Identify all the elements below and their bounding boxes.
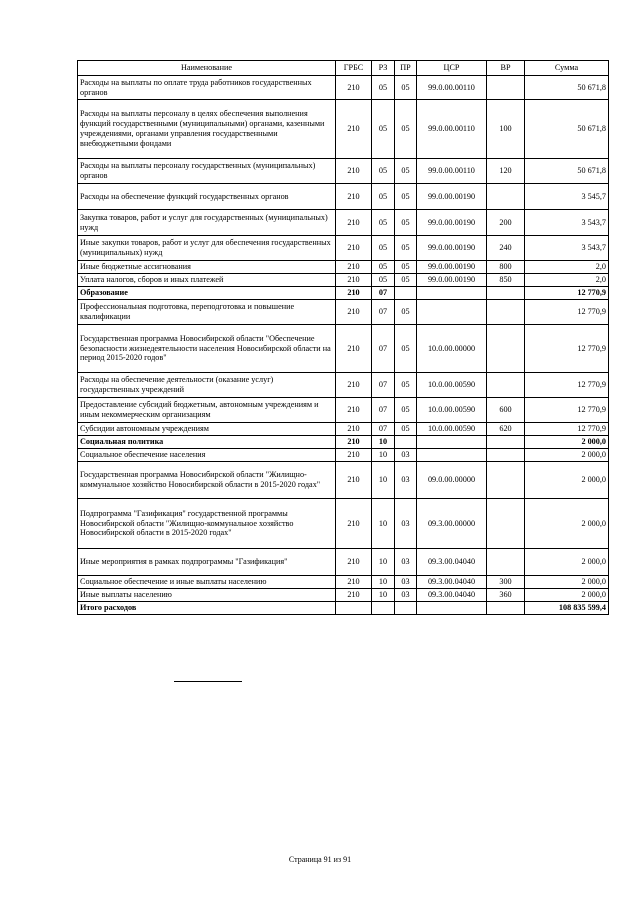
cell-vr [487, 300, 525, 325]
cell-vr [487, 287, 525, 300]
cell-rz: 10 [372, 462, 395, 499]
cell-csr: 99.0.00.00190 [417, 274, 487, 287]
table-row [78, 499, 609, 549]
cell-vr: 200 [487, 210, 525, 236]
cell-rz: 07 [372, 398, 395, 423]
cell-vr [487, 499, 525, 549]
header-name: Наименование [78, 61, 336, 76]
cell-pr: 03 [395, 549, 417, 576]
header-csr: ЦСР [417, 61, 487, 76]
cell-grbs: 210 [336, 499, 372, 549]
cell-name: Расходы на обеспечение деятельности (оказание услуг) государственных учреждений [78, 373, 336, 398]
cell-rz: 07 [372, 373, 395, 398]
cell-csr: 09.3.00.04040 [417, 576, 487, 589]
table-row [78, 210, 609, 236]
cell-pr: 05 [395, 398, 417, 423]
table-section-row [78, 436, 609, 449]
table-row [78, 300, 609, 325]
cell-grbs: 210 [336, 159, 372, 184]
cell-pr: 05 [395, 184, 417, 210]
cell-rz: 10 [372, 449, 395, 462]
cell-grbs: 210 [336, 210, 372, 236]
cell-name: Субсидии автономным учреждениям [78, 423, 336, 436]
table-row [78, 576, 609, 589]
cell-pr: 05 [395, 325, 417, 373]
cell-name: Подпрограмма "Газификация" государственной программы Новосибирской области "Жилищно-коммунальное хозяйство Новосибирской области в 2015-2020 годах" [78, 499, 336, 549]
cell-vr: 300 [487, 576, 525, 589]
table-row [78, 236, 609, 261]
cell-vr: 120 [487, 159, 525, 184]
cell-vr [487, 373, 525, 398]
header-rz: РЗ [372, 61, 395, 76]
cell-csr: 09.3.00.04040 [417, 549, 487, 576]
cell-name: Расходы на обеспечение функций государственных органов [78, 184, 336, 210]
table-section-row [78, 287, 609, 300]
cell-grbs: 210 [336, 589, 372, 602]
cell-sum: 108 835 599,4 [525, 602, 609, 615]
cell-rz: 05 [372, 100, 395, 159]
cell-name: Государственная программа Новосибирской области "Жилищно-коммунальное хозяйство Новосибирской области в 2015-2020 годах" [78, 462, 336, 499]
cell-rz: 05 [372, 236, 395, 261]
cell-rz: 10 [372, 589, 395, 602]
cell-vr [487, 449, 525, 462]
cell-vr [487, 76, 525, 100]
cell-sum: 50 671,8 [525, 100, 609, 159]
cell-pr: 03 [395, 449, 417, 462]
cell-vr [487, 325, 525, 373]
table-row [78, 261, 609, 274]
cell-name: Итого расходов [78, 602, 336, 615]
table-row [78, 462, 609, 499]
cell-pr: 05 [395, 373, 417, 398]
cell-sum: 2 000,0 [525, 549, 609, 576]
cell-grbs: 210 [336, 325, 372, 373]
cell-csr [417, 300, 487, 325]
cell-csr [417, 602, 487, 615]
cell-name: Предоставление субсидий бюджетным, автономным учреждениям и иным некоммерческим организациям [78, 398, 336, 423]
cell-grbs: 210 [336, 300, 372, 325]
cell-pr: 03 [395, 589, 417, 602]
cell-rz: 05 [372, 76, 395, 100]
cell-csr: 09.3.00.00000 [417, 499, 487, 549]
cell-csr: 99.0.00.00110 [417, 76, 487, 100]
cell-name: Иные мероприятия в рамках подпрограммы "Газификация" [78, 549, 336, 576]
cell-csr: 99.0.00.00190 [417, 236, 487, 261]
cell-name: Профессиональная подготовка, переподготовка и повышение квалификации [78, 300, 336, 325]
cell-name: Расходы на выплаты по оплате труда работников государственных органов [78, 76, 336, 100]
cell-sum: 12 770,9 [525, 325, 609, 373]
cell-sum: 2,0 [525, 261, 609, 274]
cell-grbs: 210 [336, 236, 372, 261]
cell-pr: 05 [395, 100, 417, 159]
table-row [78, 589, 609, 602]
cell-pr: 05 [395, 274, 417, 287]
cell-pr: 05 [395, 76, 417, 100]
cell-name: Социальная политика [78, 436, 336, 449]
header-grbs: ГРБС [336, 61, 372, 76]
cell-sum: 2 000,0 [525, 449, 609, 462]
cell-rz: 07 [372, 287, 395, 300]
cell-sum: 3 543,7 [525, 210, 609, 236]
header-sum: Сумма [525, 61, 609, 76]
cell-rz: 05 [372, 261, 395, 274]
cell-grbs: 210 [336, 373, 372, 398]
cell-vr: 360 [487, 589, 525, 602]
cell-vr [487, 602, 525, 615]
cell-grbs [336, 602, 372, 615]
cell-rz: 05 [372, 274, 395, 287]
cell-pr: 05 [395, 159, 417, 184]
cell-grbs: 210 [336, 184, 372, 210]
cell-csr: 99.0.00.00190 [417, 210, 487, 236]
cell-pr [395, 602, 417, 615]
cell-csr: 10.0.00.00590 [417, 423, 487, 436]
cell-name: Расходы на выплаты персоналу в целях обеспечения выполнения функций государственными (муниципальными) органами, казенными учреждениями, органами управления государственными внебюджетными фондами [78, 100, 336, 159]
cell-csr: 99.0.00.00110 [417, 100, 487, 159]
cell-pr [395, 287, 417, 300]
table-row [78, 274, 609, 287]
cell-name: Социальное обеспечение населения [78, 449, 336, 462]
table-row [78, 76, 609, 100]
cell-vr: 620 [487, 423, 525, 436]
cell-grbs: 210 [336, 274, 372, 287]
cell-name: Закупка товаров, работ и услуг для государственных (муниципальных) нужд [78, 210, 336, 236]
cell-sum: 2 000,0 [525, 589, 609, 602]
cell-grbs: 210 [336, 576, 372, 589]
cell-vr [487, 184, 525, 210]
cell-sum: 3 543,7 [525, 236, 609, 261]
cell-grbs: 210 [336, 423, 372, 436]
table-row [78, 449, 609, 462]
cell-vr: 240 [487, 236, 525, 261]
cell-rz: 10 [372, 549, 395, 576]
cell-rz: 05 [372, 184, 395, 210]
cell-sum: 2 000,0 [525, 576, 609, 589]
cell-csr: 10.0.00.00000 [417, 325, 487, 373]
cell-sum: 2 000,0 [525, 499, 609, 549]
cell-vr: 800 [487, 261, 525, 274]
cell-vr: 100 [487, 100, 525, 159]
table-row [78, 398, 609, 423]
cell-pr: 05 [395, 210, 417, 236]
cell-vr: 600 [487, 398, 525, 423]
cell-pr: 05 [395, 300, 417, 325]
cell-csr: 10.0.00.00590 [417, 398, 487, 423]
cell-rz: 07 [372, 325, 395, 373]
cell-rz: 07 [372, 423, 395, 436]
cell-sum: 2 000,0 [525, 462, 609, 499]
cell-rz: 10 [372, 499, 395, 549]
cell-pr: 05 [395, 261, 417, 274]
footnote-divider [174, 681, 242, 682]
table-row [78, 325, 609, 373]
page-number: Страница 91 из 91 [288, 855, 352, 864]
cell-rz: 10 [372, 436, 395, 449]
cell-sum: 50 671,8 [525, 159, 609, 184]
cell-grbs: 210 [336, 287, 372, 300]
cell-csr [417, 436, 487, 449]
cell-sum: 12 770,9 [525, 300, 609, 325]
cell-name: Иные выплаты населению [78, 589, 336, 602]
cell-sum: 12 770,9 [525, 287, 609, 300]
cell-grbs: 210 [336, 100, 372, 159]
cell-name: Образование [78, 287, 336, 300]
cell-sum: 50 671,8 [525, 76, 609, 100]
table-section-row [78, 602, 609, 615]
cell-vr [487, 436, 525, 449]
cell-csr: 99.0.00.00110 [417, 159, 487, 184]
table-row [78, 423, 609, 436]
cell-grbs: 210 [336, 436, 372, 449]
table-row [78, 159, 609, 184]
cell-pr: 05 [395, 423, 417, 436]
cell-vr: 850 [487, 274, 525, 287]
cell-name: Государственная программа Новосибирской области "Обеспечение безопасности жизнедеятельности населения Новосибирской области на период 2015-2020 годов" [78, 325, 336, 373]
cell-sum: 12 770,9 [525, 373, 609, 398]
cell-csr: 09.3.00.04040 [417, 589, 487, 602]
cell-pr [395, 436, 417, 449]
cell-rz: 07 [372, 300, 395, 325]
cell-vr [487, 549, 525, 576]
cell-rz [372, 602, 395, 615]
cell-name: Иные закупки товаров, работ и услуг для обеспечения государственных (муниципальных) нужд [78, 236, 336, 261]
cell-name: Уплата налогов, сборов и иных платежей [78, 274, 336, 287]
cell-csr: 10.0.00.00590 [417, 373, 487, 398]
header-vr: ВР [487, 61, 525, 76]
cell-sum: 12 770,9 [525, 423, 609, 436]
cell-rz: 05 [372, 159, 395, 184]
table-row [78, 100, 609, 159]
cell-name: Социальное обеспечение и иные выплаты населению [78, 576, 336, 589]
cell-pr: 03 [395, 499, 417, 549]
cell-rz: 10 [372, 576, 395, 589]
cell-csr [417, 287, 487, 300]
cell-vr [487, 462, 525, 499]
cell-csr: 99.0.00.00190 [417, 261, 487, 274]
cell-grbs: 210 [336, 398, 372, 423]
cell-name: Расходы на выплаты персоналу государственных (муниципальных) органов [78, 159, 336, 184]
cell-pr: 03 [395, 576, 417, 589]
cell-csr: 99.0.00.00190 [417, 184, 487, 210]
cell-sum: 2 000,0 [525, 436, 609, 449]
table-row [78, 184, 609, 210]
table-row [78, 549, 609, 576]
table-header-row [78, 61, 609, 76]
cell-pr: 05 [395, 236, 417, 261]
cell-pr: 03 [395, 462, 417, 499]
cell-sum: 12 770,9 [525, 398, 609, 423]
cell-grbs: 210 [336, 449, 372, 462]
cell-grbs: 210 [336, 462, 372, 499]
budget-expenses-table [77, 60, 609, 615]
cell-name: Иные бюджетные ассигнования [78, 261, 336, 274]
cell-sum: 2,0 [525, 274, 609, 287]
cell-rz: 05 [372, 210, 395, 236]
header-pr: ПР [395, 61, 417, 76]
cell-grbs: 210 [336, 76, 372, 100]
table-row [78, 373, 609, 398]
cell-grbs: 210 [336, 261, 372, 274]
cell-grbs: 210 [336, 549, 372, 576]
cell-sum: 3 545,7 [525, 184, 609, 210]
cell-csr: 09.0.00.00000 [417, 462, 487, 499]
cell-csr [417, 449, 487, 462]
